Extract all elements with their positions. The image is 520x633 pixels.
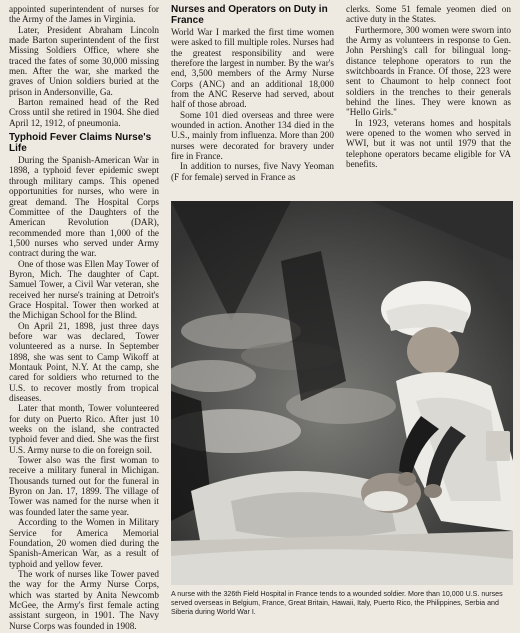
- photo-caption: A nurse with the 326th Field Hospital in France tends to a wounded soldier. More than 10,000 U.S. nurses served overseas in Belgium, France, Great Britain, Hawaii, Italy, Puerto Rico, the Philippines, Serbia and Siberia during World War I.: [171, 590, 503, 616]
- paragraph: Tower also was the first woman to receive a military funeral in Michigan. Thousands turned out for the funeral in Byron on Jan. 17, 1899. The village of Tower was named for the nurse when it was founded later the same year.: [9, 455, 159, 517]
- section-heading-nurses-operators: Nurses and Operators on Duty in France: [171, 4, 328, 26]
- paragraph: In 1923, veterans homes and hospitals were opened to the women who served in WWI, but it was not until 1979 that the telephone operators became eligible for VA benefits.: [346, 117, 511, 170]
- paragraph: World War I marked the first time women were asked to fill multiple roles. Nurses had the greatest responsibility and were therefore the largest in number. By the war's end, 3,500 members of the Army Nurse Corps (ANC) and an additional 18,000 from the ANC Reserve had served, about half of those abroad.: [171, 27, 334, 110]
- nurse-photo-illustration: [171, 201, 513, 585]
- paragraph: Barton remained head of the Red Cross until she retired in 1904. She died April 12, 1912, of pneumonia.: [9, 97, 159, 128]
- paragraph: Later, President Abraham Lincoln made Barton superintendent of the first Missing Soldiers Office, where she traced the fates of some 30,000 missing men. After the war, she marked the graves of Union soldiers buried at the prison in Andersonville, Ga.: [9, 24, 159, 97]
- paragraph: During the Spanish-American War in 1898, a typhoid fever epidemic swept through military camps. This opened opportunities for nurses, who were in great demand. The Hospital Corps Committee of the Daughters of the American Revolution (DAR), recommended more than 1,000 of the 1,500 nurses who served under Army contract during the war.: [9, 155, 159, 259]
- paragraph: The work of nurses like Tower paved the way for the Army Nurse Corps, which was started by Anita Newcomb McGee, the Army's first female acting assistant surgeon, in 1901. The Navy Nurse Corps was founded in 1908.: [9, 568, 159, 631]
- paragraph: appointed superintendent of nurses for the Army of the James in Virginia.: [9, 4, 159, 25]
- paragraph: Furthermore, 300 women were sworn into the Army as volunteers in response to Gen. John Pershing's call for bilingual long-distance telephone operators to run the switchboards in France. Of those, 223 were sent to Chaumont to help connect foot soldiers in the trenches to their generals behind the lines. They were known as "Hello Girls.": [346, 24, 511, 118]
- paragraph: According to the Women in Military Service for America Memorial Foundation, 20 women died during the Spanish-American War, as a result of typhoid and yellow fever.: [9, 517, 159, 569]
- paragraph: Later that month, Tower volunteered for duty on Puerto Rico. After just 10 weeks on the island, she contracted typhoid fever and died. She was the first U.S. Army nurse to die on foreign soil.: [9, 403, 159, 455]
- paragraph: clerks. Some 51 female yeomen died on active duty in the States.: [346, 4, 511, 25]
- column-right: [346, 4, 511, 170]
- section-heading-typhoid: Typhoid Fever Claims Nurse's Life: [9, 132, 152, 155]
- paragraph: One of those was Ellen May Tower of Byron, Mich. The daughter of Capt. Samuel Tower, a Civil War veteran, she received her nurse's training at Detroit's Grace Hospital. Tower then worked at the Michigan School for the Blind.: [9, 258, 159, 321]
- column-left: [9, 4, 159, 631]
- paragraph: In addition to nurses, five Navy Yeoman (F for female) served in France as: [171, 161, 334, 182]
- column-middle: [171, 4, 334, 182]
- paragraph: Some 101 died overseas and three were wounded in action. Another 134 died in the U.S., mainly from influenza. More than 200 nurses were decorated for bravery under fire in France.: [171, 109, 334, 162]
- nurse-photo: [171, 201, 513, 585]
- paragraph: On April 21, 1898, just three days before war was declared, Tower volunteered as a nurse. In September 1898, she was sent to Camp Wikoff at Montauk Point, N.Y. At the camp, she cared for soldiers who returned to the U.S. to recover mostly from tropical diseases.: [9, 320, 159, 404]
